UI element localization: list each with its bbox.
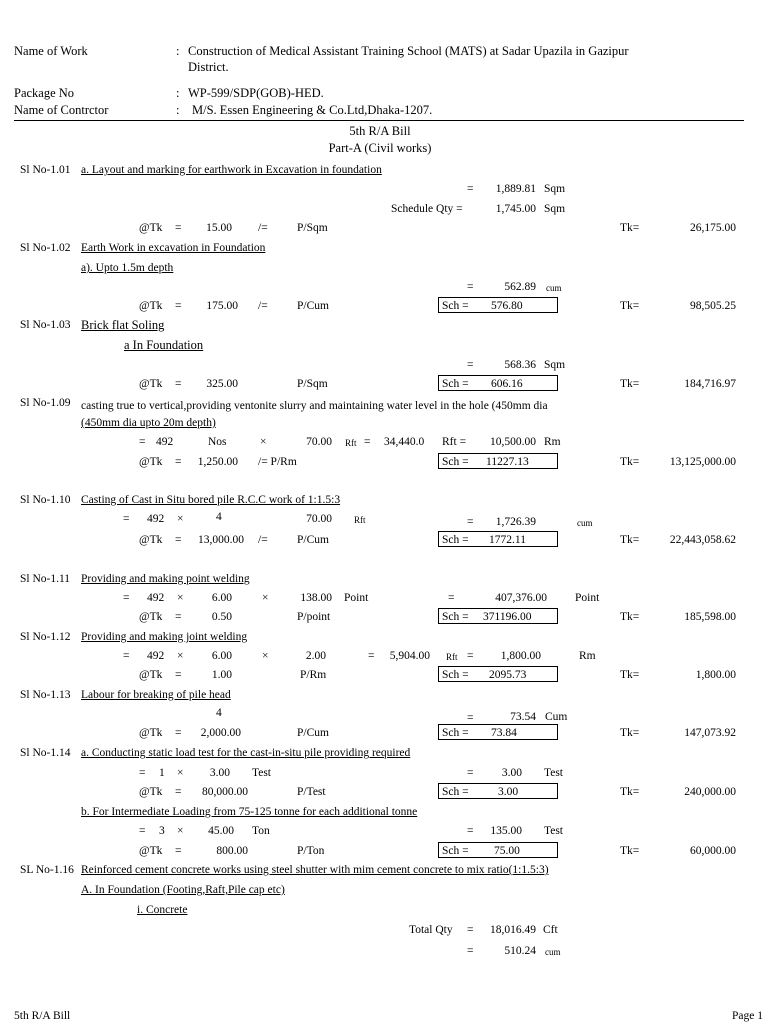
rate: 175.00: [206, 300, 238, 312]
sch-label: Sch =: [442, 534, 469, 546]
quantity: 3.00: [501, 767, 522, 779]
work-value-cont: District.: [188, 60, 229, 74]
schedule-box: [438, 666, 558, 682]
times: ×: [177, 825, 184, 837]
rate: 800.00: [216, 845, 248, 857]
equals: =: [139, 436, 146, 448]
total: 5,904.00: [389, 650, 430, 662]
contractor-value: M/S. Essen Engineering & Co.Ltd,Dhaka-1207.: [192, 103, 433, 117]
equals: =: [467, 924, 474, 936]
rate: 15.00: [206, 222, 232, 234]
tk-label: Tk=: [620, 222, 640, 234]
rate: 80,000.00: [202, 786, 248, 798]
colon: :: [176, 44, 180, 58]
schedule-box: [438, 842, 558, 858]
sch-label: Sch =: [442, 845, 469, 857]
schedule-box: [438, 783, 558, 799]
item-subtitle: a In Foundation: [124, 338, 204, 352]
tk-label: Tk=: [620, 456, 640, 468]
quantity: 407,376.00: [495, 592, 547, 604]
quantity-unit: cum: [546, 283, 562, 293]
quantity: 568.36: [504, 359, 536, 371]
schedule-box: [438, 375, 558, 391]
count: 3: [159, 825, 165, 837]
rate-label: @Tk: [139, 222, 163, 234]
quantity-unit: Test: [544, 825, 563, 837]
rate-unit: P/Test: [297, 786, 326, 798]
equals: =: [175, 786, 182, 798]
work-label: Name of Work: [14, 44, 88, 58]
part-title: Part-A (Civil works): [328, 141, 432, 155]
sch-value: 576.80: [491, 300, 523, 312]
times: ×: [260, 436, 267, 448]
amount: 147,073.92: [684, 727, 736, 739]
sch-label: Sch =: [442, 669, 469, 681]
rate: 2,000.00: [200, 727, 241, 739]
per-sign: /=: [258, 222, 268, 234]
rft-label: Rft: [446, 652, 458, 662]
rate-label: @Tk: [139, 786, 163, 798]
quantity-unit: Sqm: [544, 359, 566, 371]
rate-label: @Tk: [139, 669, 163, 681]
rate-unit: /= P/Rm: [258, 456, 297, 468]
times: ×: [177, 767, 184, 779]
work-value: Construction of Medical Assistant Training School (MATS) at Sadar Upazila in Gazipur: [188, 44, 629, 58]
sch-label: Sch =: [442, 611, 469, 623]
rate: 0.50: [211, 611, 232, 623]
schedule-unit: Sqm: [544, 203, 566, 215]
rate: 325.00: [206, 378, 238, 390]
item-title: a. Layout and marking for earthwork in Excavation in foundation: [81, 164, 382, 176]
rft-label: Rft: [345, 438, 357, 448]
quantity: 1,889.81: [495, 183, 536, 195]
item-title: Reinforced cement concrete works using steel shutter with mim cement concrete to mix ratio(1:1.5:3): [81, 864, 549, 876]
total: 34,440.0: [384, 436, 425, 448]
multiplier: 4: [216, 707, 222, 719]
item-number: Sl No-1.13: [20, 689, 71, 701]
tk-label: Tk=: [620, 300, 640, 312]
total-qty-unit: Cft: [543, 924, 558, 936]
equals: =: [467, 359, 474, 371]
times: ×: [177, 513, 184, 525]
amount: 98,505.25: [690, 300, 736, 312]
amount: 13,125,000.00: [669, 456, 736, 468]
rft-value: 10,500.00: [490, 436, 536, 448]
quantity: 73.54: [510, 711, 536, 723]
sch-label: Sch =: [442, 456, 469, 468]
multiplier-unit: Ton: [252, 825, 270, 837]
amount: 22,443,058.62: [669, 534, 736, 546]
multiplier-unit: Test: [252, 767, 271, 779]
schedule-box: [438, 724, 558, 740]
sch-label: Sch =: [442, 300, 469, 312]
item-description: casting true to vertical,providing ventonite slurry and maintaining water level in the hole (450mm dia: [81, 400, 548, 412]
item-number: Sl No-1.02: [20, 242, 71, 254]
item-number: Sl No-1.03: [20, 319, 71, 331]
schedule-box: [438, 608, 558, 624]
length: 70.00: [306, 513, 332, 525]
sch-value: 2095.73: [489, 669, 527, 681]
length: 138.00: [300, 592, 332, 604]
item-number: Sl No-1.11: [20, 573, 71, 585]
quantity: 135.00: [490, 825, 522, 837]
rate-unit: P/Cum: [297, 534, 329, 546]
rate-unit: P/Ton: [297, 845, 325, 857]
item-number: Sl No-1.10: [20, 494, 71, 506]
sch-label: Sch =: [442, 786, 469, 798]
count: 492: [147, 513, 165, 525]
contractor-label: Name of Contrctor: [14, 103, 109, 117]
rate-unit: P/Rm: [300, 669, 327, 681]
equals: =: [139, 767, 146, 779]
quantity-unit: cum: [545, 947, 561, 957]
amount: 185,598.00: [684, 611, 736, 623]
rft-unit: Rm: [579, 650, 596, 662]
equals: =: [467, 281, 474, 293]
sch-value: 75.00: [494, 845, 520, 857]
per-sign: /=: [258, 300, 268, 312]
sch-value: 73.84: [491, 727, 517, 739]
count: 492: [147, 592, 165, 604]
tk-label: Tk=: [620, 669, 640, 681]
tk-label: Tk=: [620, 378, 640, 390]
equals: =: [175, 300, 182, 312]
tk-label: Tk=: [620, 786, 640, 798]
rate-unit: P/point: [297, 611, 331, 623]
footer-title: 5th R/A Bill: [14, 1010, 71, 1022]
equals: =: [467, 945, 474, 957]
sch-value: 1772.11: [489, 534, 526, 546]
item-title: Providing and making point welding: [81, 573, 250, 585]
item-title: Earth Work in excavation in Foundation: [81, 242, 266, 254]
tk-label: Tk=: [620, 727, 640, 739]
sch-label: Sch =: [442, 378, 469, 390]
equals: =: [467, 825, 474, 837]
colon: :: [176, 86, 180, 100]
item-number: Sl No-1.01: [20, 164, 71, 176]
equals: =: [175, 611, 182, 623]
schedule-box: [438, 453, 558, 469]
multiplier: 3.00: [209, 767, 230, 779]
package-label: Package No: [14, 86, 75, 100]
count-unit: Nos: [208, 436, 227, 448]
times: ×: [177, 592, 184, 604]
rft-equals: Rft =: [442, 436, 467, 448]
equals: =: [139, 825, 146, 837]
tk-label: Tk=: [620, 534, 640, 546]
equals: =: [467, 183, 474, 195]
item-number: SL No-1.16: [20, 864, 74, 876]
tk-label: Tk=: [620, 611, 640, 623]
count: 492: [147, 650, 165, 662]
rate-label: @Tk: [139, 456, 163, 468]
rate-unit: P/Cum: [297, 300, 329, 312]
rate: 1,250.00: [197, 456, 238, 468]
quantity-unit: Point: [575, 592, 600, 604]
times: ×: [177, 650, 184, 662]
per-sign: /=: [258, 534, 268, 546]
multiplier: 6.00: [211, 650, 232, 662]
equals: =: [123, 513, 130, 525]
tk-label: Tk=: [620, 845, 640, 857]
rate-label: @Tk: [139, 534, 163, 546]
bill-title: 5th R/A Bill: [349, 124, 411, 138]
rate-label: @Tk: [139, 300, 163, 312]
count: 492: [156, 436, 174, 448]
equals: =: [123, 592, 130, 604]
item-number: Sl No-1.09: [20, 397, 71, 409]
amount: 184,716.97: [684, 378, 736, 390]
item-number: Sl No-1.14: [20, 747, 71, 759]
item-description-cont: (450mm dia upto 20m depth): [81, 417, 216, 429]
schedule-qty-label: Schedule Qty =: [391, 203, 463, 215]
sch-value: 3.00: [498, 786, 519, 798]
item-title: a. Conducting static load test for the cast-in-situ pile providing required: [81, 747, 411, 759]
quantity-unit: Cum: [545, 711, 568, 723]
item-subtitle: b. For Intermediate Loading from 75-125 tonne for each additional tonne: [81, 806, 418, 818]
rate-label: @Tk: [139, 727, 163, 739]
equals: =: [175, 378, 182, 390]
quantity: 562.89: [504, 281, 536, 293]
equals: =: [467, 712, 474, 724]
multiplier: 45.00: [208, 825, 234, 837]
length: 70.00: [306, 436, 332, 448]
rft-value: 1,800.00: [500, 650, 541, 662]
rate-label: @Tk: [139, 611, 163, 623]
rate-unit: P/Sqm: [297, 378, 328, 390]
total-qty-label: Total Qty: [409, 924, 453, 936]
length-unit: Point: [344, 592, 369, 604]
rate: 13,000.00: [198, 534, 244, 546]
amount: 240,000.00: [684, 786, 736, 798]
page-number: Page 1: [732, 1010, 763, 1022]
sch-value: 371196.00: [483, 611, 532, 623]
item-title: Labour for breaking of pile head: [81, 689, 231, 701]
schedule-box: [438, 297, 558, 313]
quantity: 510.24: [504, 945, 536, 957]
header-rule: [14, 120, 744, 121]
amount: 60,000.00: [690, 845, 736, 857]
package-value: WP-599/SDP(GOB)-HED.: [188, 86, 324, 100]
item-number: Sl No-1.12: [20, 631, 71, 643]
quantity-unit: cum: [577, 518, 593, 528]
quantity-unit: Test: [544, 767, 563, 779]
equals: =: [368, 650, 375, 662]
schedule-qty: 1,745.00: [495, 203, 536, 215]
equals: =: [175, 456, 182, 468]
amount: 1,800.00: [695, 669, 736, 681]
equals: =: [175, 845, 182, 857]
quantity: 1,726.39: [495, 516, 536, 528]
item-subtitle: a). Upto 1.5m depth: [81, 262, 174, 274]
equals: =: [364, 436, 371, 448]
rft-unit: Rm: [544, 436, 561, 448]
colon: :: [176, 103, 180, 117]
equals: =: [448, 592, 455, 604]
amount: 26,175.00: [690, 222, 736, 234]
multiplier: 6.00: [211, 592, 232, 604]
equals: =: [467, 516, 474, 528]
count: 1: [159, 767, 165, 779]
quantity-unit: Sqm: [544, 183, 566, 195]
rate: 1.00: [211, 669, 232, 681]
equals: =: [175, 669, 182, 681]
equals: =: [123, 650, 130, 662]
multiplier: 4: [216, 511, 222, 523]
item-subsubtitle: i. Concrete: [137, 904, 188, 916]
sch-value: 11227.13: [486, 456, 529, 468]
equals: =: [467, 650, 474, 662]
rft-label: Rft: [354, 515, 366, 525]
total-qty: 18,016.49: [490, 924, 536, 936]
schedule-box: [438, 531, 558, 547]
item-title: Brick flat Soling: [81, 318, 165, 332]
item-title: Casting of Cast in Situ bored pile R.C.C work of 1:1.5:3: [81, 494, 341, 506]
length: 2.00: [305, 650, 326, 662]
item-subtitle: A. In Foundation (Footing,Raft,Pile cap etc): [81, 884, 285, 896]
equals: =: [175, 534, 182, 546]
equals: =: [175, 222, 182, 234]
sch-label: Sch =: [442, 727, 469, 739]
times: ×: [262, 650, 269, 662]
equals: =: [467, 767, 474, 779]
item-title: Providing and making joint welding: [81, 631, 248, 643]
sch-value: 606.16: [491, 378, 523, 390]
equals: =: [175, 727, 182, 739]
times: ×: [262, 592, 269, 604]
rate-label: @Tk: [139, 845, 163, 857]
rate-unit: P/Cum: [297, 727, 329, 739]
rate-unit: P/Sqm: [297, 222, 328, 234]
rate-label: @Tk: [139, 378, 163, 390]
